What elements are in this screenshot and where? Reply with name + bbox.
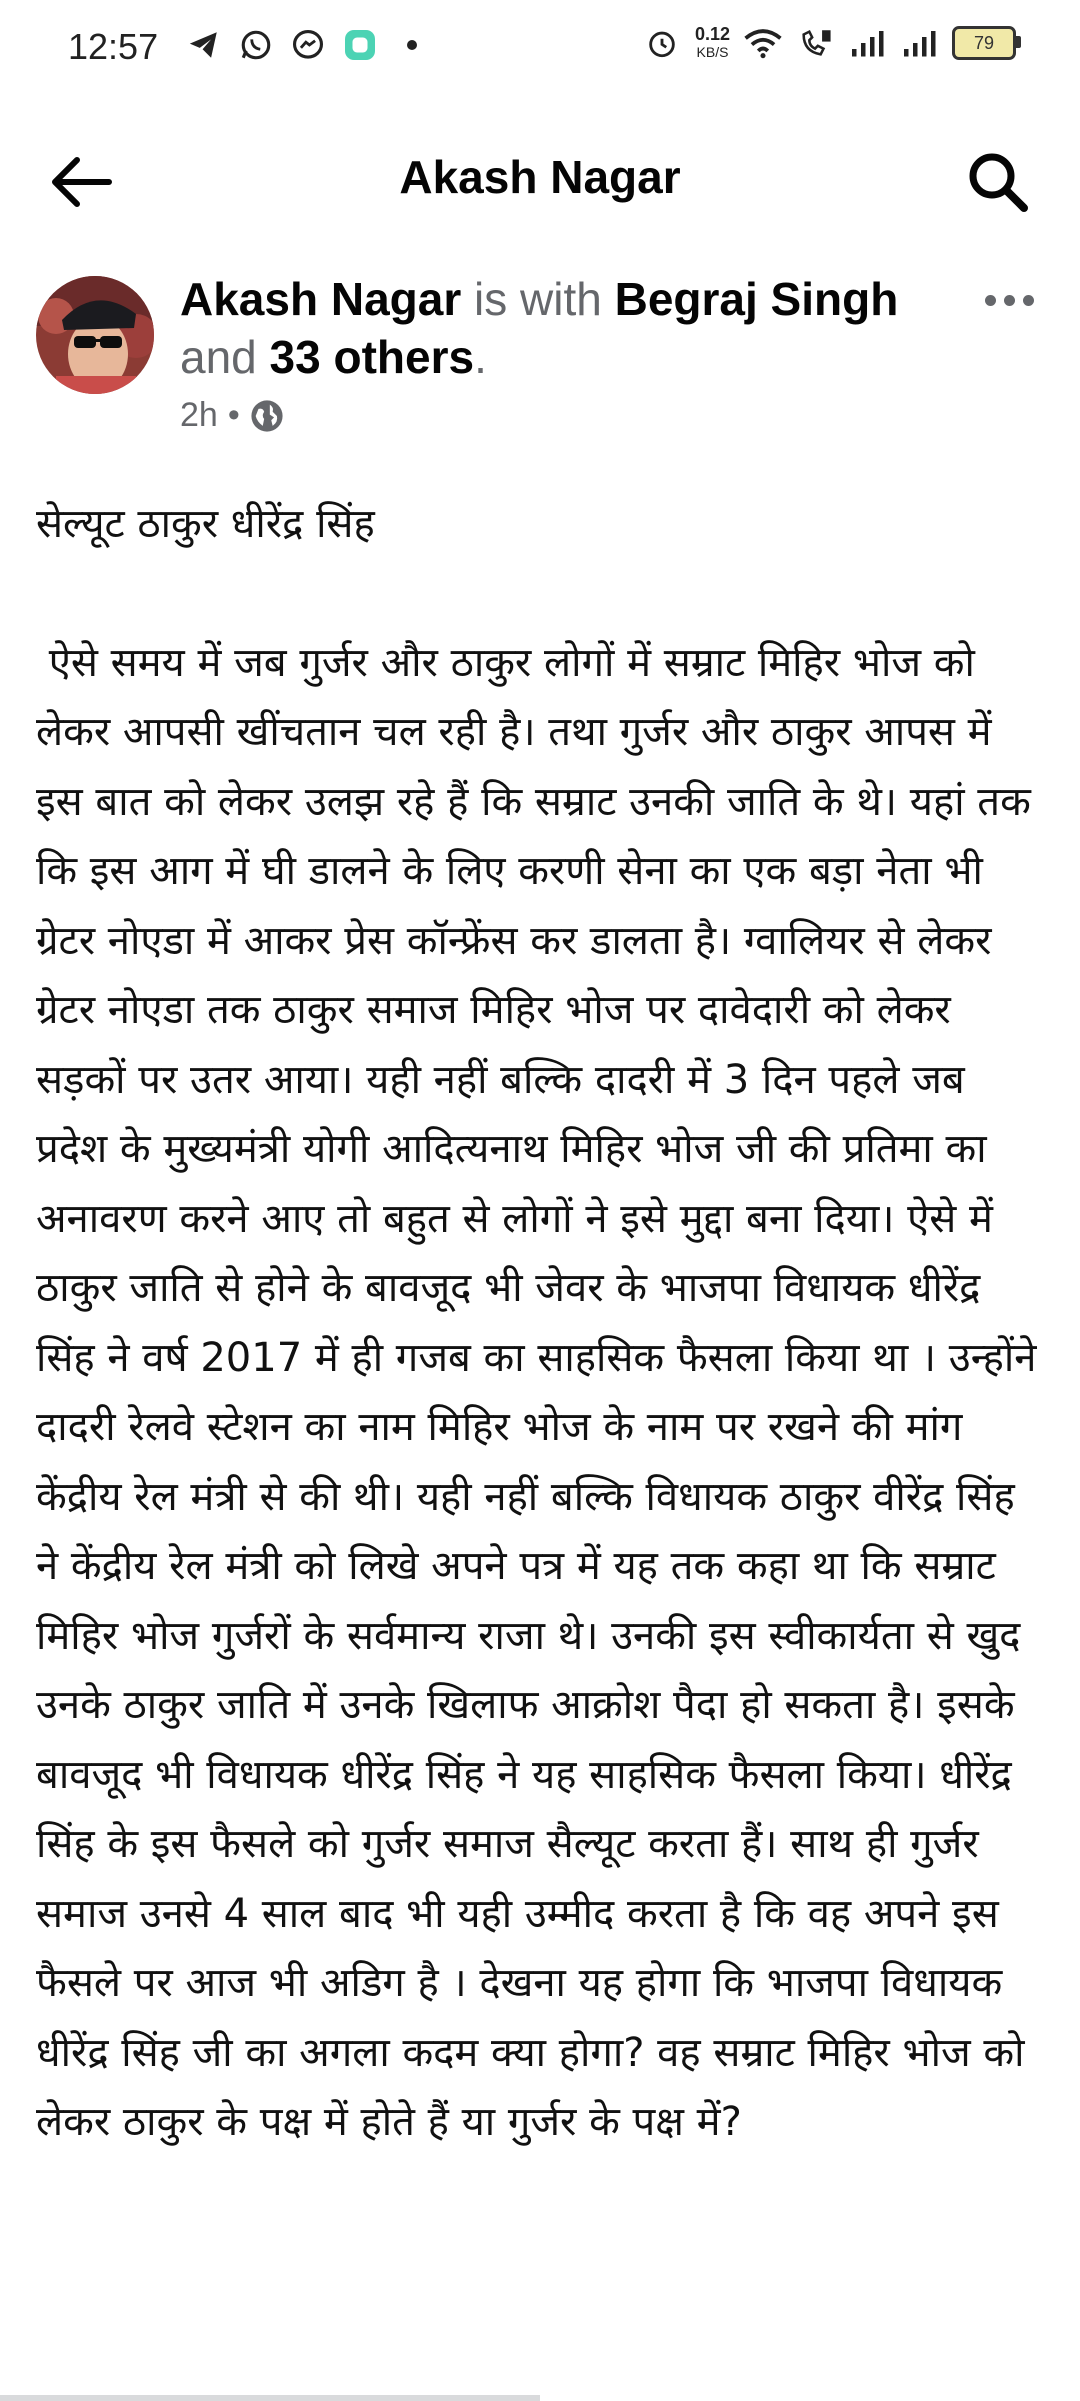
network-speed-value: 0.12 (694, 24, 730, 44)
page-title: Akash Nagar (399, 151, 681, 203)
meta-separator: • (227, 396, 240, 434)
search-button[interactable] (960, 144, 1036, 220)
telegram-icon (185, 26, 223, 64)
volte-icon (796, 24, 834, 62)
dot-icon (1023, 295, 1034, 306)
search-icon (966, 150, 1030, 214)
dot-icon (407, 40, 417, 50)
dot-icon (1004, 295, 1015, 306)
post-text: ऐसे समय में जब गुर्जर और ठाकुर लोगों में सम्राट मिहिर भोज को लेकर आपसी खींचतान चल रही है। तथा गुर्जर और ठाकुर आपस में इस बात को लेकर उलझ रहे हैं कि सम्राट उनकी जाति के थे। यहां तक कि इस आग में घी डालने के लिए करणी सेना का एक बड़ा नेता भी ग्रेटर नोएडा में आकर प्रेस कॉन्फ्रेंस कर डालता है। ग्वालियर से लेकर ग्रेटर नोएडा तक ठाकुर समाज मिहिर भोज पर दावेदारी को लेकर सड़कों पर उतर आया। यही नहीं बल्कि दादरी में 3 दिन पहले जब प्रदेश के मुख्यमंत्री योगी आदित्यनाथ मिहिर भोज जी की प्रतिमा का अनावरण करने आए तो बहुत से लोगों ने इसे मुद्दा बना दिया। ऐसे में ठाकुर जाति से होने के बावजूद भी जेवर के भाजपा विधायक धीरेंद्र सिंह ने वर्ष 2017 में ही गजब का साहसिक फैसला किया था । उन्होंने दादरी रेलवे स्टेशन का नाम मिहिर भोज के नाम पर रखने की मांग केंद्रीय रेल मंत्री से की थी। यही नहीं बल्कि विधायक ठाकुर वीरेंद्र सिंह ने केंद्रीय रेल मंत्री को लिखे अपने पत्र में यह तक कहा था कि सम्राट मिहिर भोज गुर्जरों के सर्वमान्य राजा थे। उनकी इस स्वीकार्यता से खुद उनके ठाकुर जाति में उनके खिलाफ आक्रोश पैदा हो सकता है। इसके बावजूद भी विधायक धीरेंद्र सिंह ने यह साहसिक फैसला किया। धीरेंद्र सिंह के इस फैसले को गुर्जर समाज सैल्यूट करता हैं। साथ ही गुर्जर समाज उनसे 4 साल बाद भी यही उम्मीद करता है कि वह अपने इस फैसले पर आज भी अडिग है । देखना यह होगा कि भाजपा विधायक धीरेंद्र सिंह जी का अगला कदम क्या होगा? वह सम्राट मिहिर भोज को लेकर ठाकुर के पक्ष में होते हैं या गुर्जर के पक्ष में? (36, 639, 1050, 2145)
network-speed-unit: KB/S (696, 44, 729, 60)
post-header (180, 270, 960, 386)
system-icons (643, 24, 1016, 62)
globe-icon (250, 399, 284, 433)
status-bar (0, 0, 1080, 100)
with-text: is with (461, 273, 615, 325)
avatar[interactable] (36, 276, 154, 394)
dot-icon (985, 295, 996, 306)
app-icon (341, 26, 379, 64)
alarm-icon (643, 24, 681, 62)
whatsapp-icon (237, 26, 275, 64)
wifi-icon (744, 24, 782, 62)
battery-indicator: 79 (952, 26, 1016, 60)
notification-icons (185, 26, 417, 64)
post-time[interactable]: 2h (180, 396, 218, 434)
post-title-line: सेल्यूट ठाकुर धीरेंद्र सिंह (36, 501, 375, 547)
network-speed (695, 25, 730, 61)
and-text: and (180, 331, 270, 383)
status-time: 12:57 (68, 26, 159, 67)
messenger-icon (289, 26, 327, 64)
period-text: . (474, 331, 487, 383)
others-link[interactable]: 33 others (269, 331, 475, 383)
more-options-button[interactable] (974, 280, 1044, 320)
signal-icon (900, 24, 938, 62)
author-name[interactable]: Akash Nagar (180, 273, 462, 325)
post-body (36, 490, 1050, 2158)
post-meta (180, 396, 284, 435)
tagged-name[interactable]: Begraj Singh (614, 273, 899, 325)
app-bar (0, 120, 1080, 230)
signal-icon (848, 24, 886, 62)
home-indicator (0, 2395, 540, 2401)
